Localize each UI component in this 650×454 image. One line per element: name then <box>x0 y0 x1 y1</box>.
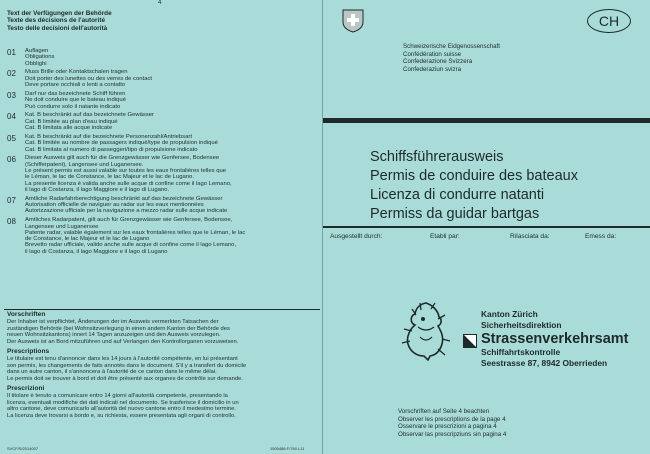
cover-panel <box>323 0 650 454</box>
decision-line: Cat. B limitata al numero di passeggeri/tipo di propulsione indicato <box>25 146 198 153</box>
zurich-lion-icon <box>398 299 456 361</box>
print-code: 1505488 F/760 L11 <box>270 446 305 451</box>
issued-by-rm: Emess da: <box>585 233 617 240</box>
decisions-header <box>7 10 112 32</box>
document-titles <box>370 148 578 224</box>
regulation-line: La licenza deve trovarsi a bordo e, su richiesta, essere presentata agli organi di controllo. <box>7 412 236 419</box>
decision-number: 08 <box>7 217 16 227</box>
decision-item <box>7 155 319 193</box>
regulation-line: altro cantone, deve comunicarlo all'autorità del nuovo cantone entro il medesimo termine. <box>7 406 236 413</box>
decision-line: Obblighi <box>25 60 47 67</box>
office-canton: Kanton Zürich <box>481 309 538 319</box>
issued-by-it: Rilasciata da: <box>510 233 550 240</box>
header-line-de: Text der Verfügungen der Behörde <box>7 10 112 17</box>
decision-item <box>7 217 319 255</box>
decision-line: Doit porter des lunettes ou des verres de contact <box>25 75 153 82</box>
decision-item <box>7 196 319 215</box>
decision-line: Può condurre solo il natante indicato <box>25 103 121 110</box>
decision-number: 07 <box>7 195 16 205</box>
regulation-title: Vorschriften <box>7 311 46 318</box>
office-department: Schiffahrtskontrolle <box>481 347 561 357</box>
issued-by-de: Ausgestellt durch: <box>330 233 383 240</box>
decision-number: 04 <box>7 112 16 122</box>
decision-number: 03 <box>7 90 16 100</box>
decision-line: Dieser Ausweis gilt auch für die Grenzgewässer wie Genfersee, Bodensee <box>25 155 220 162</box>
confederation-names <box>403 43 500 73</box>
divider <box>4 309 320 310</box>
confederation-de: Schweizerische Eidgenossenschaft <box>403 43 500 50</box>
issuing-office <box>481 309 629 369</box>
decision-line: Patente radar, valable également sur les eaux frontalières telles que le Léman, le lac <box>25 229 246 236</box>
regulation-line: Le permis doit se trouver à bord et doit être présenté aux organes de contrôle sur demande. <box>7 375 243 382</box>
regulation-section <box>7 386 319 419</box>
decision-line: il lago di Costanza, il lago Maggiore e il lago di Lugano <box>25 248 168 255</box>
regulation-line: Il titolare è tenuto a comunicare entro 14 giorni all'autorità competente, presentando la <box>7 393 228 400</box>
regulation-section <box>7 312 319 345</box>
regulation-title: Prescrizioni <box>7 385 45 393</box>
decisions-panel <box>0 0 323 454</box>
confederation-rm: Confederaziun svizra <box>403 65 462 73</box>
decision-number: 05 <box>7 133 16 143</box>
title-it: Licenza di condurre natanti <box>370 187 545 203</box>
decision-line: Auflagen <box>25 48 49 54</box>
decision-item <box>7 69 319 88</box>
confederation-it: Confederazione Svizzera <box>403 58 473 66</box>
title-rm: Permiss da guidar bartgas <box>370 206 540 222</box>
decision-line: il lago di Costanza, il lago Maggiore e il lago di Lugano. <box>25 186 170 193</box>
top-rule <box>323 118 650 123</box>
decision-number: 01 <box>7 48 16 57</box>
issued-by-fr: Etabli par: <box>430 233 460 240</box>
decision-line: Brevetto radar ufficiale, valido anche sulle acque di confine come il lago Lemano, <box>25 242 237 249</box>
decision-line: Autorisation officielle de naviguer au radar sur les eaux mentionnées <box>25 202 204 209</box>
decision-item <box>7 112 319 131</box>
regulation-line: Der Inhaber ist verpflichtet, Änderungen der im Ausweis vermerkten Tatsachen der <box>7 319 219 326</box>
decision-item <box>7 91 319 110</box>
header-line-fr: Texte des décisions de l'autorité <box>7 17 105 25</box>
decision-line: Le présent permis est aussi valable sur toutes les eaux frontalières telles que <box>25 168 227 175</box>
office-address: Seestrasse 87, 8942 Oberrieden <box>481 358 608 368</box>
zurich-shield-icon <box>463 334 477 348</box>
swiss-crest-icon <box>342 9 364 33</box>
regulation-line: son permis, les changements de faits annotés dans le document. S'il y a transfert du domicile <box>7 362 247 369</box>
decision-line: Darf nur das bezeichnete Schiff führen <box>25 90 126 97</box>
decision-line: Kat. B beschränkt auf das bezeichnete Gewässer <box>25 112 155 119</box>
decision-line: Ne doit conduire que le bateau indiqué <box>25 97 126 104</box>
office-agency: Strassenverkehrsamt <box>481 331 629 347</box>
decision-item <box>7 134 319 153</box>
reference-fr: Observer les prescriptions de la page 4 <box>398 415 506 423</box>
regulations <box>7 312 319 423</box>
decision-line: le Léman, le lac de Constance, le lac Majeur et le lac de Lugano. <box>25 174 194 181</box>
decision-line: La presente licenza è valida anche sulle acque di confine come il lago Lemano, <box>25 180 232 187</box>
reference-it: Osservare le prescrizioni a pagina 4 <box>398 423 497 431</box>
regulation-line: zuständigen Behörde (bei Wohnsitzverlegung in einen andern Kanton der Behörde des <box>7 325 230 332</box>
title-de: Schiffsführerausweis <box>370 149 504 165</box>
decision-line: Obligations <box>25 54 55 61</box>
reference-de: Vorschriften auf Seite 4 beachten <box>398 408 490 415</box>
decision-number: 06 <box>7 155 16 165</box>
decision-line: Autorizzazione ufficiale per la navigazione a mezzo radar sulle acque indicate <box>25 208 228 215</box>
decision-line: Muss Brille oder Kontaktschalen tragen <box>25 69 128 76</box>
form-code: SVCF/S/2014007 <box>7 446 39 451</box>
office-directorate: Sicherheitsdirektion <box>481 320 562 330</box>
country-code-oval: CH <box>587 9 631 33</box>
decision-item <box>7 48 319 67</box>
decision-line: de Constance, le lac Majeur et le lac de Lugano <box>25 236 150 243</box>
decision-list <box>7 48 319 258</box>
decision-line: Deve portare occhiali o lenti a contatto <box>25 82 126 89</box>
issued-rule <box>323 226 650 228</box>
regulation-line: licenza, eventuali modifiche dei dati indicati nel documento. Se trasferisce il domicilio in un <box>7 399 239 406</box>
decision-line: (Schifferpatent), Langensee und Luganersee. <box>25 161 144 168</box>
decision-line: Cat. B limitée au nombre de passagers indiqué/type de propulsion indiqué <box>25 140 218 147</box>
regulation-line: Le titulaire est tenu d'annoncer dans les 14 jours à l'autorité compétente, en lui présentant <box>7 356 238 363</box>
decision-line: Amtliches Radarpatent, gilt auch für Grenzgewässer wie Genfersee, Bodensee, <box>25 217 233 224</box>
title-fr: Permis de conduire des bateaux <box>370 168 578 184</box>
decision-line: Cat. B limitata alle acque indicate <box>25 125 113 132</box>
regulation-title: Prescriptions <box>7 348 50 356</box>
decision-line: Langensee und Luganersee <box>25 223 99 230</box>
reference-rm: Observar las prescripziuns sin pagina 4 <box>398 430 507 438</box>
regulation-line: dans un autre canton, il s'annoncera à l'autorité de ce canton dans le même délai. <box>7 369 217 376</box>
regulation-section <box>7 349 319 382</box>
regulation-line: neuen Wohnsitzkantons) innert 14 Tagen anzuzeigen und den Ausweis vorzulegen. <box>7 332 221 339</box>
regulation-line: Der Ausweis ist an Bord mitzuführen und auf Verlangen den Kontrollorganen vorzuweisen. <box>7 338 239 345</box>
page-number: 4 <box>158 0 162 6</box>
page-references <box>398 408 506 438</box>
header-line-it: Testo delle decisioni dell'autorità <box>7 24 108 32</box>
decision-line: Kat. B beschränkt auf die bezeichnete Personenzahl/Antriebsart <box>25 133 193 140</box>
decision-number: 02 <box>7 69 16 79</box>
confederation-fr: Confédération suisse <box>403 50 462 58</box>
decision-line: Cat. B limitée au plan d'eau indiqué <box>25 118 118 125</box>
decision-line: Amtliche Radarfahrberechtigung beschränkt auf das bezeichnete Gewässer <box>25 195 223 202</box>
